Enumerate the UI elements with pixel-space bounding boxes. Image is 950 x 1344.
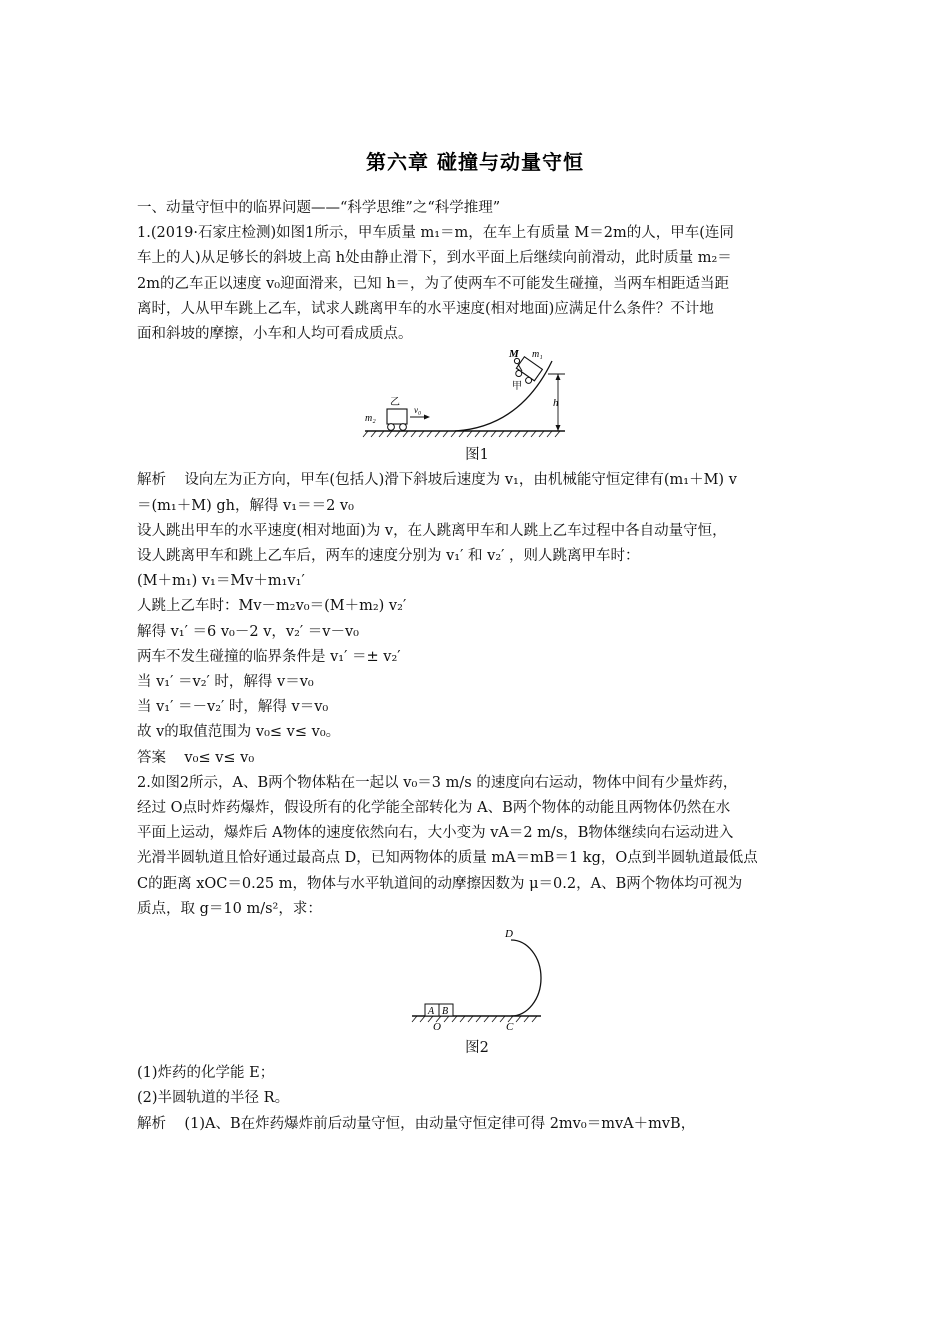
problem-line: C的距离 xOC＝0.25 m，物体与水平轨道间的动摩擦因数为 μ＝0.2，A、B两个物体均可视为 <box>137 875 743 892</box>
solution-line: (M＋m₁) v₁＝Mv＋m₁v₁′ <box>137 573 305 590</box>
problem-line: 面和斜坡的摩擦，小车和人均可看成质点。 <box>137 326 413 343</box>
label-C: C <box>506 1021 514 1034</box>
problem-line: 经过 O点时炸药爆炸，假设所有的化学能全部转化为 A、B两个物体的动能且两物体仍然在水 <box>137 800 731 817</box>
solution-line: 解析 设向左为正方向，甲车(包括人)滑下斜坡后速度为 v₁，由机械能守恒定律有(m₁＋M) v <box>137 472 737 489</box>
document-body <box>137 196 817 1137</box>
answer-line: 答案 v₀≤ v≤ v₀ <box>137 749 255 766</box>
solution-line: 两车不发生碰撞的临界条件是 v₁′ ＝± v₂′ <box>137 648 401 665</box>
problem-1-text <box>137 221 817 347</box>
solution-line: 人跳上乙车时：Mv－m₂v₀＝(M＋m₂) v₂′ <box>137 598 407 615</box>
problem-line: 1.(2019·石家庄检测)如图1所示，甲车质量 m₁＝m，在车上有质量 M＝2m的人，甲车(连同 <box>137 225 734 242</box>
problem-line: 质点，取 g＝10 m/s²，求： <box>137 900 322 917</box>
label-m2: m₂ <box>365 413 376 425</box>
solution-line: 当 v₁′ ＝－v₂′ 时，解得 v＝v₀ <box>137 699 329 716</box>
label-yi: 乙 <box>390 397 400 409</box>
figure-2-diagram <box>407 928 547 1036</box>
problem-2-text <box>137 771 817 922</box>
label-A: A <box>428 1006 435 1018</box>
solution-line: 故 v的取值范围为 v₀≤ v≤ v₀。 <box>137 724 341 741</box>
label-m1: m₁ <box>532 349 543 361</box>
solution-1 <box>137 468 817 770</box>
label-h: h <box>553 397 559 410</box>
label-O: O <box>433 1021 441 1034</box>
figure-1-caption: 图1 <box>465 447 489 464</box>
problem-line: 2.如图2所示，A、B两个物体粘在一起以 v₀＝3 m/s 的速度向右运动，物体中间有少量炸药， <box>137 774 738 791</box>
question-line: (1)炸药的化学能 E； <box>137 1065 275 1082</box>
problem-line: 车上的人)从足够长的斜坡上高 h处由静止滑下，到水平面上后继续向前滑动，此时质量 m₂＝ <box>137 250 732 267</box>
problem-line: 光滑半圆轨道且恰好通过最高点 D，已知两物体的质量 mA＝mB＝1 kg，O点到半圆轨道最低点 <box>137 850 758 867</box>
figure-2 <box>137 928 817 1036</box>
section-heading: 一、动量守恒中的临界问题——“科学思维”之“科学推理” <box>137 200 501 216</box>
label-M: M <box>509 348 519 361</box>
solution-line: 设人跳出甲车的水平速度(相对地面)为 v，在人跳离甲车和人跳上乙车过程中各自动量守恒， <box>137 522 727 539</box>
chapter-title: 第六章 碰撞与动量守恒 <box>366 150 584 174</box>
solution-line: 设人跳离甲车和跳上乙车后，两车的速度分别为 v₁′ 和 v₂′ ，则人跳离甲车时： <box>137 548 640 565</box>
problem-line: 平面上运动，爆炸后 A物体的速度依然向右，大小变为 vA＝2 m/s，B物体继续向右运动进入 <box>137 825 734 842</box>
label-jia: 甲 <box>512 381 522 393</box>
solution-line: ＝(m₁＋M) gh，解得 v₁＝＝2 v₀ <box>137 497 354 514</box>
figure-1-diagram <box>360 347 570 443</box>
label-D: D <box>505 928 513 941</box>
label-B: B <box>442 1006 449 1018</box>
problem-line: 离时，人从甲车跳上乙车，试求人跳离甲车的水平速度(相对地面)应满足什么条件？不计地 <box>137 300 714 317</box>
solution-line: 解得 v₁′ ＝6 v₀－2 v，v₂′ ＝v－v₀ <box>137 623 359 640</box>
solution-line: 当 v₁′ ＝v₂′ 时，解得 v＝v₀ <box>137 674 314 691</box>
label-v0: v₀ <box>414 405 422 416</box>
figure-1 <box>137 347 817 443</box>
figure-2-caption: 图2 <box>465 1040 489 1057</box>
solution-line: 解析 (1)A、B在炸药爆炸前后动量守恒，由动量守恒定律可得 2mv₀＝mvA＋mvB， <box>137 1115 696 1132</box>
question-line: (2)半圆轨道的半径 R。 <box>137 1090 290 1107</box>
problem-line: 2m的乙车正以速度 v₀迎面滑来，已知 h＝，为了使两车不可能发生碰撞，当两车相距适当距 <box>137 275 730 292</box>
